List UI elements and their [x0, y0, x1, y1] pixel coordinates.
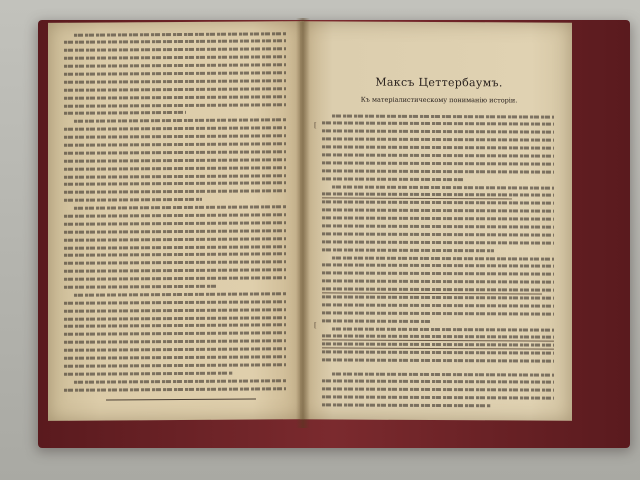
footnote-block [322, 369, 554, 410]
chapter-subtitle: Къ матеріалистическому пониманію исторіи. [360, 95, 518, 105]
text-line [322, 401, 554, 410]
margin-bracket: [ [314, 121, 317, 130]
book-gutter [296, 18, 310, 428]
right-page [300, 21, 572, 420]
margin-bracket: [ [314, 321, 317, 330]
text-line [322, 356, 554, 365]
left-page-text [64, 29, 286, 394]
left-page-end-rule [106, 398, 256, 400]
chapter-title: Максъ Цеттербаумъ. [375, 75, 503, 90]
text-line [64, 384, 286, 393]
left-page [48, 21, 304, 421]
right-page-text [322, 111, 554, 365]
